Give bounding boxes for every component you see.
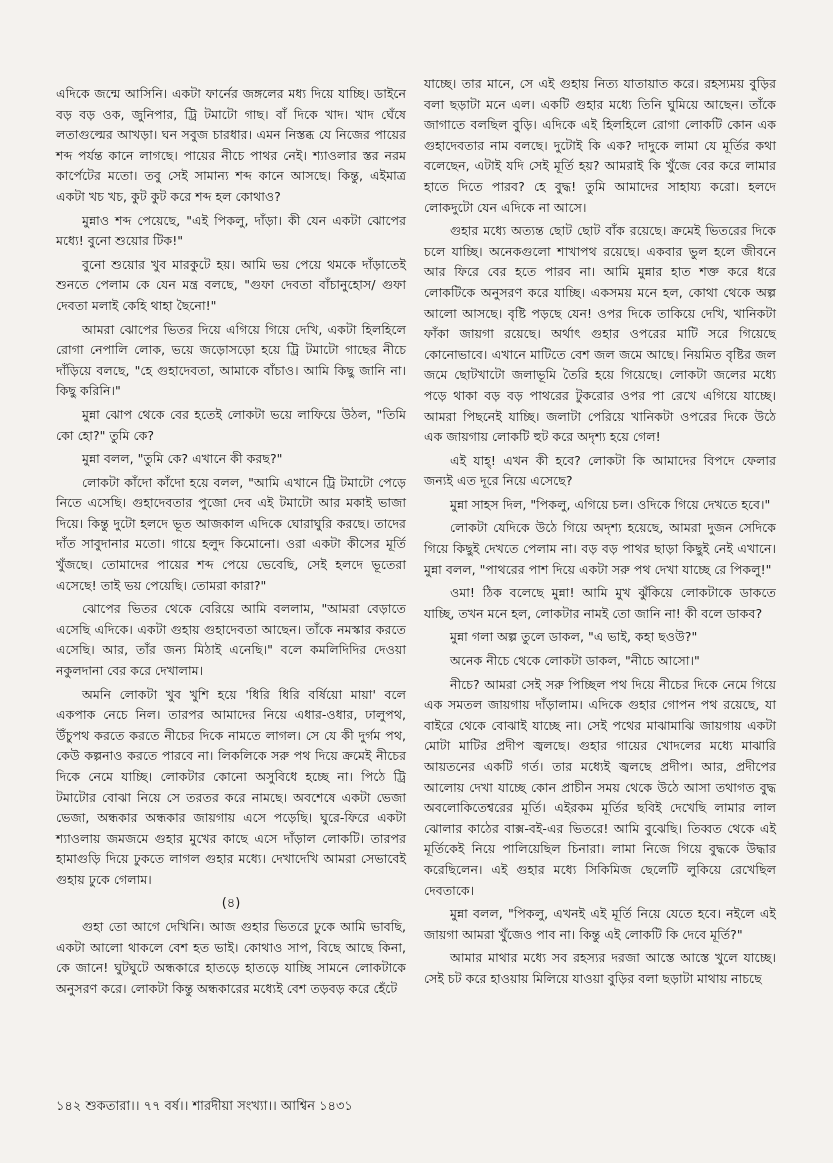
paragraph: ঝোপের ভিতর থেকে বেরিয়ে আমি বললাম, "আমরা বেড়াতে এসেছি এদিকে। একটা গুহায় গুহাদেবতা আছেন। তাঁকে নমস্কার করতে এসেছি। আর, তাঁর জন্য মিঠাই এনেছি।" বলে কমলিদিদির দেওয়া নকুলদানা বের করে দেখালাম। [56,601,406,679]
paragraph: ওমা! ঠিক বলেছে মুন্না! আমি মুখ ঝুঁকিয়ে লোকটাকে ডাকতে যাচ্ছি, তখন মনে হল, লোকটার নামই তো জানি না! কী বলে ডাকব? [424,585,776,621]
paragraph: বুনো শুয়োর খুব মারকুটে হয়। আমি ভয় পেয়ে থমকে দাঁড়াতেই শুনতে পেলাম কে যেন মন্ত্র বলছে, "গুফা দেবতা বাঁচানুহোস/ গুফা দেবতা মলাই কেহি থাহা ছৈনো!" [56,256,406,313]
paragraph: গুহার মধ্যে অত্যন্ত ছোট ছোট বাঁক রয়েছে। ক্রমেই ভিতরের দিকে চলে যাচ্ছি। অনেকগুলো শাখাপথ রয়েছে। একবার ভুল হলে জীবনে আর ফিরে বের হতে পারব না। আমি মুন্নার হাত শক্ত করে ধরে লোকটিকে অনুসরণ করে যাচ্ছি। একসময় মনে হল, কোথা থেকে অল্প আলো আসছে। বৃষ্টি পড়ছে যেন! ওপর দিকে তাকিয়ে দেখি, খানিকটা ফাঁকা জায়গা রয়েছে। অর্থাৎ গুহার ওপরের মাটি সরে গিয়েছে কোনোভাবে। এখানে মাটিতে বেশ জল জমে আছে। নিয়মিত বৃষ্টির জল জমে ছোটখাটো জলাভূমি তৈরি হয়ে গিয়েছে। লোকটা জলের মধ্যে পড়ে থাকা বড় বড় পাথরের টুকরোর ওপর পা রেখে এগিয়ে যাচ্ছে। আমরা পিছনেই যাচ্ছি। জলাটা পেরিয়ে খানিকটা ওপরের দিকে উঠে এক জায়গায় লোকটি হুট করে অদৃশ্য হয়ে গেল! [424,223,776,445]
left-column [56,84,406,1003]
paragraph: মুন্না বলল, "পিকলু, এখনই এই মূর্তি নিয়ে যেতে হবে। নইলে এই জায়গা আমরা খুঁজেও পাব না। কিন্তু এই লোকটি কি দেবে মূর্তি?" [424,906,776,942]
paragraph: গুহা তো আগে দেখিনি। আজ গুহার ভিতরে ঢুকে আমি ভাবছি, একটা আলো থাকলে বেশ হত ভাই। কোথাও সাপ, বিছে আছে কিনা, কে জানে! ঘুটঘুটে অন্ধকারে হাতড়ে হাতড়ে যাচ্ছি সামনে লোকটাকে অনুসরণ করে। লোকটা কিন্তু অন্ধকারের মধ্যেই বেশ তড়বড় করে হেঁটে [56,919,406,996]
paragraph: মুন্না বলল, "তুমি কে? এখানে কী করছ?" [82,451,283,467]
page-footer: ১৪২ শুকতারা।। ৭৭ বর্ষ।। শারদীয়া সংখ্যা।। আশ্বিন ১৪৩১ [56,1099,353,1114]
paragraph: মুন্না সাহস দিল, "পিকলু, এগিয়ে চল। ওদিকে গিয়ে দেখতে হবে।" [450,496,771,512]
paragraph: লোকটা যেদিকে উঠে গিয়ে অদৃশ্য হয়েছে, আমরা দুজন সেদিকে গিয়ে কিছুই দেখতে পেলাম না। বড় বড় পাথর ছাড়া কিছুই নেই এখানে। মুন্না বলল, "পাথরের পাশ দিয়ে একটা সরু পথ দেখা যাচ্ছে রে পিকলু!" [424,520,776,577]
paragraph: এদিকে জন্মে আসিনি। একটা ফার্নের জঙ্গলের মধ্য দিয়ে যাচ্ছি। ডাইনে বড় বড় ওক, জুনিপার, ট্রি টমাটো গাছ। বাঁ দিকে খাদ। খাদ ঘেঁষে লতাগুল্মের আখড়া। ঘন সবুজ চারধার। এমন নিস্তব্ধ যে নিজের পায়ের শব্দ পর্যন্ত কানে লাগছে। পায়ের নীচে পাথর নেই। শ্যাওলার স্তর নরম কার্পেটের মতো। তবু সেই সামান্য শব্দ কানে আসছে। কিন্তু, এইমাত্র একটা খচ খচ, কুট কুট করে শব্দ হল কোথাও? [56,86,406,204]
paragraph: অনেক নীচে থেকে লোকটা ডাকল, "নীচে আসো।" [450,653,700,669]
paragraph: আমরা ঝোপের ভিতর দিয়ে এগিয়ে গিয়ে দেখি, একটা হিলহিলে রোগা নেপালি লোক, ভয়ে জড়োসড়ো হয়ে ট্রি টমাটো গাছের নীচে দাঁড়িয়ে বলছে, "হে গুহাদেবতা, আমাকে বাঁচাও। আমি কিছু জানি না। কিছু করিনি।" [56,321,406,399]
paragraph: এই যাহ্! এখন কী হবে? লোকটা কি আমাদের বিপদে ফেলার জন্যই এত দূরে নিয়ে এসেছে? [424,452,776,489]
section-number: (৪) [221,895,241,911]
paragraph: যাচ্ছে। তার মানে, সে এই গুহায় নিত্য যাতায়াত করে। রহস্যময় বুড়ির বলা ছড়াটা মনে এল। একটি গুহার মধ্যে তিনি ঘুমিয়ে আছেন। তাঁকে জাগাতে বলছিল বুড়ি। এদিকে এই হিলহিলে রোগা লোকটি কোন এক গুহাদেবতার নাম বলছে। দুটোই কি এক? দাদুকে লামা যে মূর্তির কথা বলেছেন, এটাই যদি সেই মূর্তি হয়? আমরাই কি খুঁজে বের করে লামার হাতে দিতে পারব? হে বুদ্ধ! তুমি আমাদের সাহায্য করো। হলদে লোকদুটো যেন এদিকে না আসে। [424,76,776,215]
paragraph: মুন্নাও শব্দ পেয়েছে, "এই পিকলু, দাঁড়া। কী যেন একটা ঝোপের মধ্যে! বুনো শুয়োর টিক!" [56,212,406,249]
paragraph: অমনি লোকটা খুব খুশি হয়ে 'ধিরি ধিরি বর্ষিয়ো মায়া' বলে একপাক নেচে নিল। তারপর আমাদের নিয়ে এধার-ওধার, ঢালুপথ, উঁচুপথ করতে করতে নীচের দিকে নামতে লাগল। সে যে কী দুর্গম পথ, কেউ কল্পনাও করতে পারবে না। লিকলিকে সরু পথ দিয়ে ক্রমেই নীচের দিকে নেমে যাচ্ছি। লোকটার কোনো অসুবিধে হচ্ছে না। পিঠে ট্রি টমাটোর বোঝা নিয়ে সে তরতর করে নামছে। অবশেষে একটা ভেজা ভেজা, অন্ধকার অন্ধকার জায়গায় এসে পড়েছি। ঘুরে-ফিরে একটা শ্যাওলায় জমজমে গুহার মুখের কাছে এসে দাঁড়াল লোকটি। তারপর হামাগুড়ি দিয়ে ঢুকতে লাগল গুহার মধ্যে। দেখাদেখি আমরা সেভাবেই গুহায় ঢুকে গেলাম। [56,686,406,887]
paragraph: নীচে? আমরা সেই সরু পিচ্ছিল পথ দিয়ে নীচের দিকে নেমে গিয়ে এক সমতল জায়গায় দাঁড়ালাম। এদিকে গুহার গোপন পথ রয়েছে, যা বাইরে থেকে বোঝাই যাচ্ছে না। সেই পথের মাঝামাঝি জায়গায় একটা মোটা মাটির প্রদীপ জ্বলছে। গুহার গায়ের খোদলের মধ্যে মাঝারি আয়তনের একটি গর্ত। তার মধ্যেই জ্বলছে প্রদীপ। আর, প্রদীপের আলোয় দেখা যাচ্ছে কোন প্রাচীন সময় থেকে উঠে আসা তথাগত বুদ্ধ অবলোকিতেশ্বরের মূর্তি। এইরকম মূর্তির ছবিই দেখেছি লামার লাল ঝোলার কাঠের বাক্স-বই-এর ভিতরে! আমি বুঝেছি। তিব্বত থেকে এই মূর্তিকেই নিয়ে পালিয়েছিল চিনারা। লামা নিজে গিয়ে বুদ্ধকে উদ্ধার করেছিলেন। এই গুহার মধ্যে সিকিমিজ ছেলেটি লুকিয়ে রেখেছিল দেবতাকে। [424,676,776,898]
paragraph: মুন্না ঝোপ থেকে বের হতেই লোকটা ভয়ে লাফিয়ে উঠল, "তিমি কো হো?" তুমি কে? [56,406,406,443]
paragraph: লোকটা কাঁদো কাঁদো হয়ে বলল, "আমি এখানে ট্রি টমাটো পেড়ে নিতে এসেছি। গুহাদেবতার পুজো দেব এই টমাটো আর মকাই ভাজা দিয়ে। কিন্তু দুটো হলদে ভূত আজকাল এদিকে ঘোরাঘুরি করছে। তাদের দাঁত সাবুদানার মতো। গায়ে হলুদ কিমোনো। ওরা একটা কীসের মূর্তি খুঁজছে। তোমাদের পায়ের শব্দ পেয়ে ভেবেছি, সেই হলদে ভূতেরা এসেছে! তাই ভয় পেয়েছি। তোমরা কারা?" [56,474,406,593]
paragraph: আমার মাথার মধ্যে সব রহস্যর দরজা আস্তে আস্তে খুলে যাচ্ছে। সেই চট করে হাওয়ায় মিলিয়ে যাওয়া বুড়ির বলা ছড়াটা মাথায় নাচছে [424,950,776,986]
right-column [424,74,776,993]
paragraph: মুন্না গলা অল্প তুলে ডাকল, "এ ভাই, কহা ছওউ?" [450,629,698,645]
